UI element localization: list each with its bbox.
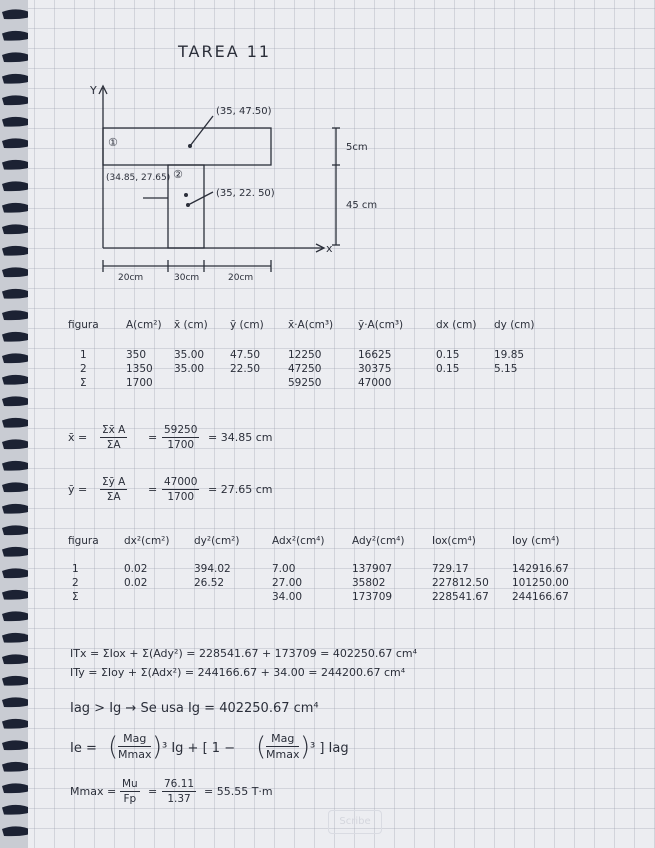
col-figura: figura bbox=[68, 319, 99, 331]
region-1-label: ① bbox=[108, 136, 118, 149]
section-diagram bbox=[88, 80, 418, 290]
table-row: Σ 34.00 173709 228541.67 244166.67 bbox=[72, 591, 569, 603]
xbar-frac-2: $\frac{59250}{1700}$ bbox=[164, 424, 198, 451]
ie-middle: ³ Ig + [ 1 − bbox=[162, 741, 236, 756]
ity-equation: ITy = ΣIoy + Σ(Adx²) = 244166.67 + 34.00 = 244200.67 cm⁴ bbox=[70, 666, 406, 679]
flange-rect bbox=[103, 128, 271, 165]
col-dy: dy (cm) bbox=[494, 319, 535, 331]
col-area: A(cm²) bbox=[126, 319, 162, 331]
point-left-label: (34.85, 27.65) bbox=[106, 173, 171, 183]
itx-equation: ITx = ΣIox + Σ(Ady²) = 228541.67 + 173709 = 402250.67 cm⁴ bbox=[70, 647, 418, 660]
xbar-result: = 34.85 cm bbox=[208, 431, 273, 444]
centroid-table bbox=[68, 318, 568, 390]
centroid-2 bbox=[186, 203, 190, 207]
col-ya: ȳ·A(cm³) bbox=[358, 319, 404, 331]
centroid-total bbox=[184, 193, 188, 197]
notebook-page: TAREA 11 Y x (35, 47.50) ① ② (34.85, 27.65) (35, 22. 50) 5cm 45 cm 20cm 30cm 20cm figura A(cm²) x̄ (cm) ȳ (cm) x̄·A(cm³) ȳ·A(cm³) dx (cm) dy (cm) 1 350 35.00 47.50 12250 16625 0.15 19.85 2 1350 35.00 22.50 47250 30375 0.15 5.15 Σ 1700 59250 47000 x̄ = $\frac{\Sigma x̄ A}{\Sigma A}$ = $\frac{59250}{1700}$ = 34.85 cm ȳ = $\frac{\text{Σȳ A}}{\Sigma A}$ = $\frac{47000}{1700}$ = 27.65 cm figura dx²(cm²) dy²(cm²) Adx²(cm⁴) Ady²(cm⁴) Iox(cm⁴) Ioy (cm⁴) 1 0.02 394.02 7.00 137907 729.17 142916.67 2 0.02 26.52 27.00 35802 227812.50 101250.00 Σ 34.00 173709 228541.67 244166.67 ITx = ΣIox + Σ(Ady²) = 228541.67 + 173709 = 402250.67 cm⁴ ITy = ΣIoy + Σ(Adx²) = 244166.67 + 34.00 = 244200.67 cm⁴ Iag > Ig → Se usa Ig = 402250.67 cm⁴ Ie = ( Mag Mmax ) ³ Ig + [ 1 − ( Mag Mmax ) ³ ] Iag Mmax = $\frac{Mu}{Fp}$ = $\frac{76.11}{1.37}$ = 55.55 T·m Scribe bbox=[28, 0, 655, 848]
table-row: 2 0.02 26.52 27.00 35802 227812.50 101250.00 bbox=[72, 577, 569, 589]
ybar-lhs: ȳ = bbox=[68, 483, 88, 496]
point-top-label: (35, 47.50) bbox=[216, 106, 272, 117]
mmax-frac-1: $\frac{Mu}{Fp}$ bbox=[122, 778, 138, 805]
centroid-1 bbox=[188, 144, 192, 148]
xbar-lhs: x̄ = bbox=[68, 431, 88, 444]
region-2-label: ② bbox=[173, 168, 183, 181]
watermark-logo: Scribe bbox=[328, 810, 382, 834]
ybar-frac-2: $\frac{47000}{1700}$ bbox=[164, 476, 198, 503]
xbar-frac-1: $\frac{\Sigma x̄ A}{\Sigma A}$ bbox=[102, 424, 126, 451]
x-axis-label: x bbox=[326, 242, 333, 255]
point-mid-label: (35, 22. 50) bbox=[216, 188, 275, 199]
leader-top bbox=[190, 116, 213, 146]
ybar-result: = 27.65 cm bbox=[208, 483, 273, 496]
iag-statement: Iag > Ig → Se usa Ig = 402250.67 cm⁴ bbox=[70, 701, 319, 716]
dim-5-label: 5cm bbox=[346, 142, 368, 153]
mmax-frac-2: $\frac{76.11}{1.37}$ bbox=[164, 778, 195, 805]
mmax-result: = 55.55 T·m bbox=[204, 785, 273, 798]
ybar-frac-1: $\frac{\text{Σȳ A}}{\Sigma A}$ bbox=[102, 476, 126, 503]
col-xbar: x̄ (cm) bbox=[174, 319, 208, 331]
table-row: 1 350 35.00 47.50 12250 16625 0.15 19.85 bbox=[80, 349, 525, 361]
table-header-row bbox=[68, 318, 568, 332]
dim-20b-label: 20cm bbox=[228, 273, 254, 283]
table-row: 2 1350 35.00 22.50 47250 30375 0.15 5.15 bbox=[80, 363, 518, 375]
col-ybar: ȳ (cm) bbox=[230, 319, 264, 331]
dim-45-label: 45 cm bbox=[346, 200, 378, 211]
table-row: Σ 1700 59250 47000 bbox=[80, 377, 392, 389]
page-title: TAREA 11 bbox=[178, 42, 272, 61]
col-xa: x̄·A(cm³) bbox=[288, 319, 334, 331]
leader-mid bbox=[188, 192, 213, 205]
dim-30-label: 30cm bbox=[174, 273, 200, 283]
table-row: 1 0.02 394.02 7.00 137907 729.17 142916.67 bbox=[72, 563, 569, 575]
inertia-table bbox=[68, 534, 648, 604]
table-header-row: figura dx²(cm²) dy²(cm²) Adx²(cm⁴) Ady²(cm⁴) Iox(cm⁴) Ioy (cm⁴) bbox=[68, 535, 560, 547]
ie-ratio-2: Mag Mmax bbox=[266, 732, 300, 761]
ie-lhs: Ie = bbox=[70, 741, 97, 756]
ie-end: ³ ] Iag bbox=[310, 741, 349, 756]
y-axis-label: Y bbox=[90, 84, 97, 97]
ie-ratio-1: Mag Mmax bbox=[118, 732, 152, 761]
dim-20a-label: 20cm bbox=[118, 273, 144, 283]
col-dx: dx (cm) bbox=[436, 319, 477, 331]
mmax-lhs: Mmax = bbox=[70, 785, 117, 798]
